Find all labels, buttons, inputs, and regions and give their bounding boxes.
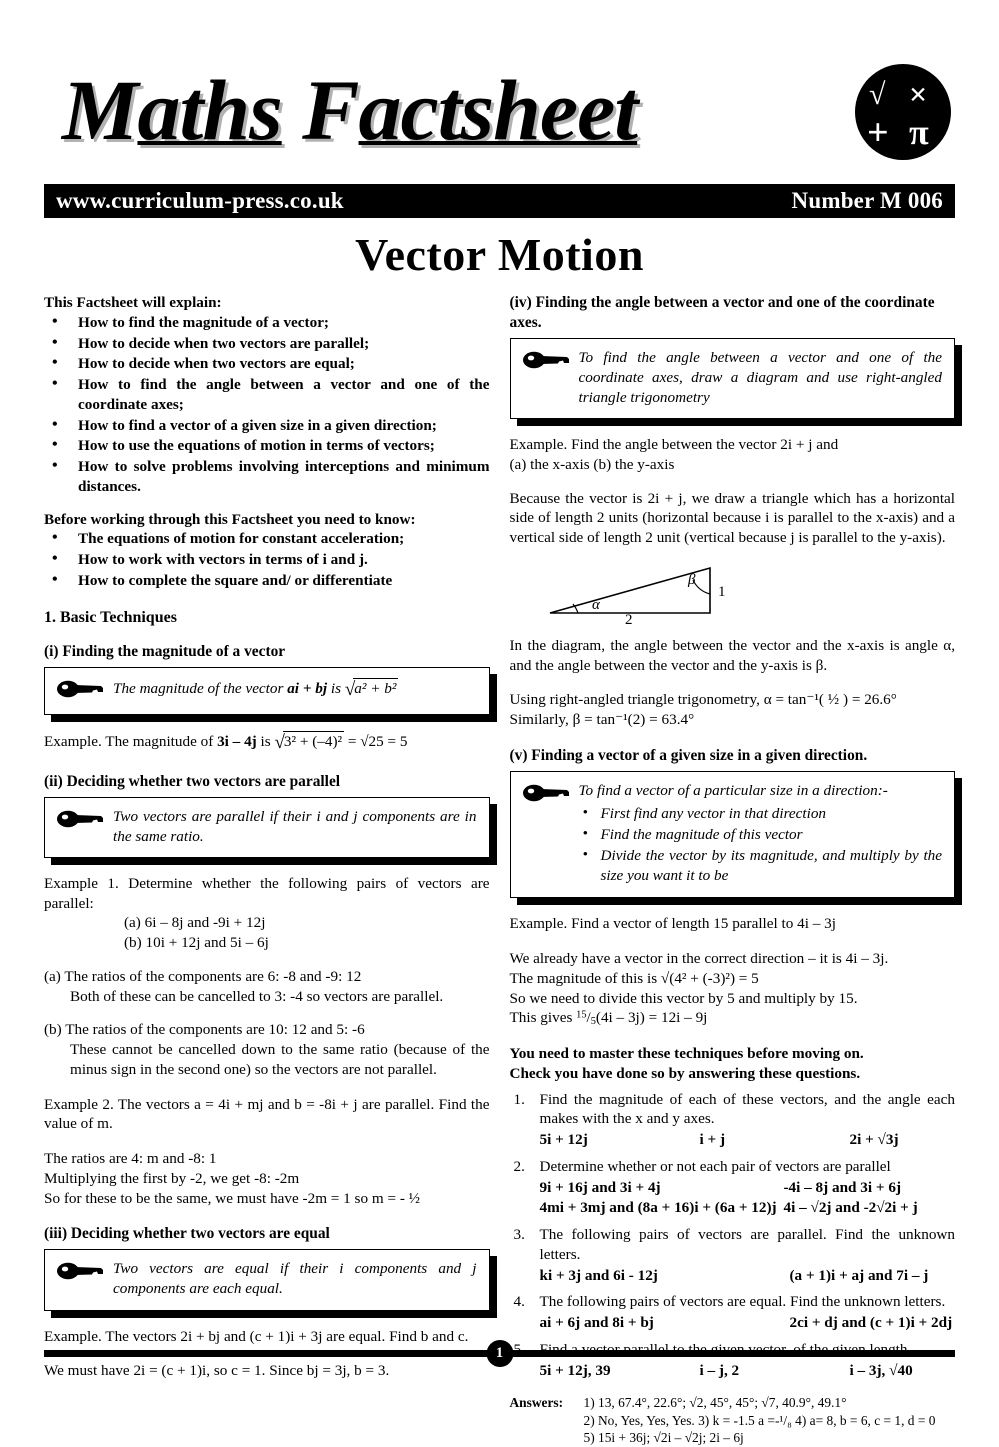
answers-block (510, 1394, 956, 1446)
url-bar (44, 184, 955, 218)
beta-label: β (687, 571, 695, 588)
key-icon (523, 351, 579, 375)
master-line-1: You need to master these techniques before moving on. (509, 1045, 864, 1063)
fraction-numerator: 15 (576, 1009, 587, 1021)
website-url[interactable]: www.curriculum-press.co.uk (56, 188, 344, 213)
list-item: • Find the magnitude of this vector (579, 825, 943, 845)
key-i-radicand: a² + b² (353, 678, 398, 699)
masthead-title-aths: aths (137, 62, 282, 158)
question-4-row (540, 1313, 956, 1333)
radical-ab: √a² + b² (344, 679, 397, 701)
example-2-statement: Example 2. The vectors a = 4i + mj and b = -8i + j are parallel. Find the value of m. (44, 1095, 490, 1133)
question-3-item-2: (a + 1)i + aj and 7i – j (789, 1266, 929, 1284)
example-3-statement: Example. The vectors 2i + bj and (c + 1)i + 3j are equal. Find b and c. (44, 1327, 469, 1345)
key-text-given-size (579, 781, 943, 887)
example-v-line1: We already have a vector in the correct direction – it is 4i – 3j. (509, 950, 889, 968)
key-v-list (579, 804, 943, 886)
example-1-sol-b-line1: (b) The ratios of the components are 10: 12 and 5: -6 (44, 1021, 365, 1039)
section-1-title: 1. Basic Techniques (44, 608, 177, 626)
before-list (44, 529, 490, 590)
pi-icon: π (909, 112, 929, 152)
masthead-title-actsheet: actsheet (358, 62, 638, 158)
example-i-radicand: 3² + (–4)² (283, 733, 343, 751)
example-v-l4-prefix: This gives (509, 1009, 577, 1027)
question-5-item-1: 5i + 12j, 39 (539, 1361, 611, 1379)
question-1 (510, 1090, 956, 1150)
example-v-line2: The magnitude of this is √(4² + (-3)²) = 5 (509, 969, 759, 987)
example-iv-paragraph-2: In the diagram, the angle between the vector and the x-axis is angle α, and the angle between the vector and the y-axis is β. (509, 636, 955, 674)
example-i-prefix: Example. The magnitude of (44, 733, 218, 751)
list-item: • How to work with vectors in terms of i and j. (44, 550, 490, 570)
example-1-sol-a-line2: Both of these can be cancelled to 3: -4 so vectors are parallel. (70, 987, 444, 1005)
answers-line-1: 1) 13, 67.4°, 22.6°; √2, 45°, 45°; √7, 40.9°, 49.1° (583, 1395, 847, 1411)
master-line-2: Check you have done so by answering these questions. (509, 1064, 861, 1082)
question-2 (510, 1157, 956, 1218)
questions-list (510, 1090, 956, 1381)
question-3-item-1: ki + 3j and 6i - 12j (539, 1266, 658, 1284)
question-3 (510, 1225, 956, 1285)
maths-logo-icon (855, 64, 951, 160)
key-icon (523, 784, 579, 808)
masthead-title-f: F (281, 62, 359, 158)
page-title: Vector Motion (355, 229, 644, 280)
example-2-line1: The ratios are 4: m and -8: 1 (44, 1150, 217, 1168)
answers-label: Answers: (509, 1395, 564, 1411)
key-icon-svg (57, 1262, 107, 1280)
masthead (44, 58, 955, 178)
key-text-parallel: Two vectors are parallel if their i and j components are in the same ratio. (113, 807, 477, 845)
key-icon (57, 1262, 113, 1286)
example-iv-line2: (a) the x-axis (b) the y-axis (509, 455, 675, 473)
subsection-v-title: (v) Finding a vector of a given size in a given direction. (509, 746, 868, 764)
factsheet-page (44, 0, 955, 1446)
example-i-vector: 3i – 4j (217, 733, 257, 751)
question-5-item-2: i – j, 2 (699, 1361, 740, 1379)
question-4 (510, 1292, 956, 1333)
example-magnitude (44, 731, 490, 756)
key-i-is: is (327, 680, 345, 698)
subsection-iii-title: (iii) Deciding whether two vectors are equal (44, 1225, 330, 1243)
key-icon-svg (57, 810, 107, 828)
example-2-line2: Multiplying the first by -2, we get -8: -2m (44, 1169, 300, 1187)
key-text-angle: To find the angle between a vector and one of the coordinate axes, draw a diagram and use right-angled triangle trigonometry (578, 349, 942, 407)
answers-lines (584, 1394, 956, 1446)
question-4-text: The following pairs of vectors are equal. Find the unknown letters. (539, 1293, 946, 1311)
key-icon-svg (523, 351, 573, 369)
example-v-line4 (510, 1008, 956, 1028)
alpha-label: α (591, 596, 600, 613)
key-i-prefix: The magnitude of the vector (113, 680, 288, 698)
subsection-iv-title: (iv) Finding the angle between a vector and one of the coordinate axes. (509, 294, 935, 332)
subsection-ii-title: (ii) Deciding whether two vectors are parallel (44, 772, 341, 790)
list-item: • How to find a vector of a given size in a given direction; (44, 416, 490, 436)
question-1-item-1: 5i + 12j (539, 1131, 588, 1149)
question-1-item-2: i + j (699, 1131, 726, 1149)
left-column (44, 293, 490, 1447)
list-item: • How to solve problems involving interceptions and minimum distances. (44, 457, 490, 497)
right-column (510, 293, 956, 1447)
question-2-row-2 (540, 1198, 956, 1218)
list-item: • How to complete the square and/ or differentiate (44, 571, 490, 591)
example-1-sol-b-line2: These cannot be cancelled down to the same ratio (because of the minus sign in the second one) so the vectors are not parallel. (70, 1041, 490, 1078)
factsheet-number: Number M 006 (791, 188, 943, 213)
question-4-item-1: ai + 6j and 8i + bj (539, 1314, 654, 1332)
side-horizontal-label: 2 (624, 611, 632, 624)
example-3-solution: We must have 2i = (c + 1)i, so c = 1. Since bj = 3j, b = 3. (44, 1362, 390, 1380)
list-item: • The equations of motion for constant acceleration; (44, 529, 490, 549)
example-iv-paragraph: Because the vector is 2i + j, we draw a triangle which has a horizontal side of length 2 units (horizontal because i is parallel to the x-axis) and a vertical side of length 2 unit (vertical because j is parallel to the y-axis). (509, 489, 955, 547)
question-2-item-1: 9i + 16j and 3i + 4j (539, 1178, 661, 1196)
question-2-text: Determine whether or not each pair of vectors are parallel (539, 1157, 891, 1175)
key-icon (57, 680, 113, 704)
example-1-sol-a-line1: (a) The ratios of the components are 6: -8 and -9: 12 (44, 967, 362, 985)
multiply-icon: × (909, 76, 928, 112)
trig-line-beta: Similarly, β = tan⁻¹(2) = 63.4° (509, 711, 695, 729)
key-box-given-size (510, 771, 956, 898)
example-i-result: = √25 = 5 (344, 733, 408, 751)
question-3-row (540, 1266, 956, 1286)
list-item: • First find any vector in that direction (579, 804, 943, 824)
list-item: • How to find the angle between a vector and one of the coordinate axes; (44, 375, 490, 415)
before-heading: Before working through this Factsheet you need to know: (44, 510, 416, 528)
plus-icon: + (867, 112, 889, 154)
question-2-item-2: -4i – 8j and 3i + 6j (783, 1178, 902, 1196)
key-i-vector: ai + bj (287, 680, 328, 698)
list-item: • Divide the vector by its magnitude, and multiply by the size you want it to be (579, 846, 943, 886)
key-text-equal: Two vectors are equal if their i components and j components are each equal. (113, 1260, 477, 1298)
subsection-i-title: (i) Finding the magnitude of a vector (44, 643, 286, 661)
question-1-item-3: 2i + √3j (849, 1131, 899, 1149)
example-iv-line1: Example. Find the angle between the vector 2i + j and (509, 436, 839, 454)
fraction-denominator: 5 (590, 1016, 596, 1028)
question-2-row-1 (540, 1178, 956, 1198)
key-icon (57, 810, 113, 834)
key-icon-svg (523, 784, 573, 802)
key-text-magnitude (113, 677, 477, 702)
explain-heading: This Factsheet will explain: (44, 294, 222, 311)
page-footer (44, 1340, 955, 1366)
question-4-item-2: 2ci + dj and (c + 1)i + 2dj (789, 1314, 953, 1332)
question-1-row (540, 1130, 956, 1150)
example-2-line3: So for these to be the same, we must have -2m = 1 so m = - ½ (44, 1189, 421, 1207)
radical-34: √3² + (–4)² (274, 732, 343, 754)
page-number: 1 (486, 1340, 513, 1367)
example-1-part-a: (a) 6i – 8j and -9i + 12j (124, 914, 266, 932)
trig-line-alpha: Using right-angled triangle trigonometry, α = tan⁻¹( ½ ) = 26.6° (509, 691, 897, 709)
key-icon-svg (57, 680, 107, 698)
example-v-line3: So we need to divide this vector by 5 and multiply by 15. (509, 989, 858, 1007)
triangle-diagram-svg (510, 558, 810, 624)
explain-list (44, 313, 490, 497)
example-i-is: is (256, 733, 275, 751)
question-5-item-3: i – 3j, √40 (849, 1361, 913, 1379)
list-item: • How to find the magnitude of a vector; (44, 313, 490, 333)
triangle-diagram (510, 558, 956, 624)
example-v-statement: Example. Find a vector of length 15 parallel to 4i – 3j (509, 915, 836, 933)
question-3-text: The following pairs of vectors are parallel. Find the unknown letters. (539, 1226, 955, 1263)
example-1-statement: Example 1. Determine whether the following pairs of vectors are parallel: (44, 874, 490, 912)
fraction-15-over-5: $^{15}/_5$ (576, 1009, 596, 1028)
masthead-title (44, 58, 955, 162)
key-box-angle (510, 338, 956, 419)
answers-line-3: 5) 15i + 36j; √2i – √2j; 2i – 6j (583, 1430, 744, 1446)
masthead-title-m: M (62, 62, 138, 158)
question-2-item-3: 4mi + 3mj and (8a + 16)i + (6a + 12)j (539, 1199, 777, 1217)
key-box-magnitude (44, 667, 490, 715)
question-1-text: Find the magnitude of each of these vectors, and the angle each makes with the x and y axes. (539, 1090, 955, 1128)
sqrt-icon: √ (869, 78, 886, 111)
key-v-intro: To find a vector of a particular size in a direction:- (578, 781, 888, 799)
side-vertical-label: 1 (717, 583, 725, 600)
list-item: • How to use the equations of motion in terms of vectors; (44, 436, 490, 456)
key-box-parallel (44, 797, 490, 858)
list-item: • How to decide when two vectors are parallel; (44, 334, 490, 354)
key-box-equal (44, 1249, 490, 1310)
question-2-item-4: 4i – √2j and -2√2i + j (783, 1199, 918, 1217)
answers-line-2: 2) No, Yes, Yes, Yes. 3) k = -1.5 a =-¹/₈ 4) a= 8, b = 6, c = 1, d = 0 (583, 1412, 936, 1428)
example-v-l4-rest: (4i – 3j) = 12i – 9j (595, 1009, 708, 1027)
list-item: • How to decide when two vectors are equal; (44, 354, 490, 374)
example-1-part-b: (b) 10i + 12j and 5i – 6j (124, 934, 269, 952)
content-columns (44, 293, 955, 1447)
